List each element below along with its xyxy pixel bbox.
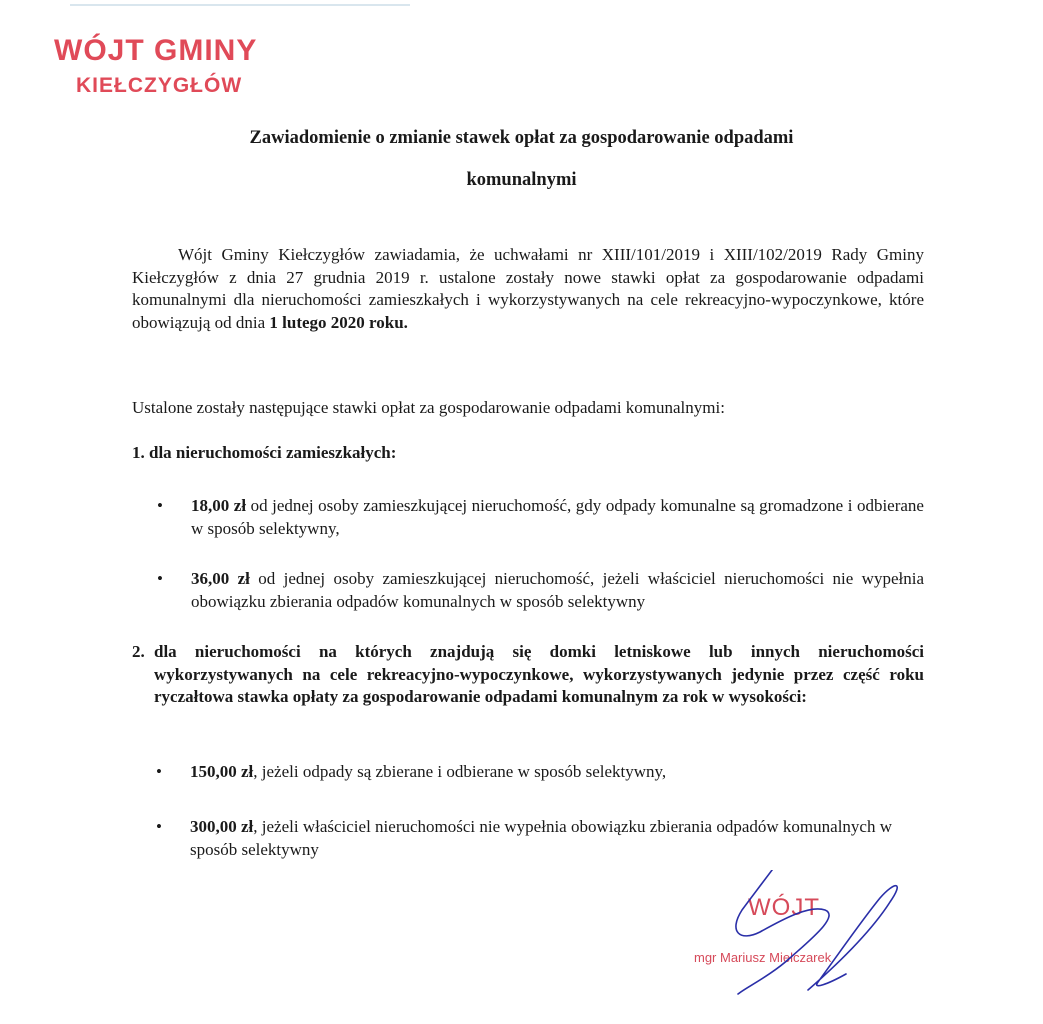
rate-item <box>157 495 924 540</box>
intro-paragraph <box>132 244 924 334</box>
document-title-line-2: komunalnymi <box>466 170 577 190</box>
bullet-icon: • <box>157 569 163 588</box>
rate-item <box>157 568 924 613</box>
header-stamp <box>54 34 258 97</box>
section-1-number: 1. <box>132 443 145 462</box>
stamp-line-1: WÓJT GMINY <box>54 34 258 67</box>
rate-description: , jeżeli odpady są zbierane i odbierane w sposób selektywny, <box>253 762 667 781</box>
intro-text: Wójt Gminy Kiełczygłów zawiadamia, że uchwałami nr XIII/101/2019 i XIII/102/2019 Rady Gminy Kiełczygłów z dnia 27 grudnia 2019 r. ustalone zostały nowe stawki opłat za gospodarowanie odpadami komunalnymi dla nieruchomości zamieszkałych i wykorzystywanych na cele rekreacyjno-wypoczynkowe, które obowiązują od dnia <box>132 245 924 332</box>
section-2-title: dla nieruchomości na których znajdują się domki letniskowe lub innych nieruchomości wykorzystywanych na cele rekreacyjno-wypoczynkowe, wykorzystywanych jedynie przez część roku ryczałtowa stawka opłaty za gospodarowanie odpadami komunalnym za rok w wysokości: <box>154 642 924 706</box>
handwritten-signature-icon <box>690 870 920 1010</box>
rate-text <box>190 816 912 861</box>
rate-item <box>156 761 924 784</box>
document-title-line-1: Zawiadomienie o zmianie stawek opłat za gospodarowanie odpadami <box>249 128 794 148</box>
effective-date: 1 lutego 2020 roku. <box>269 312 408 332</box>
signature-block <box>690 870 920 1010</box>
section-1-heading <box>132 442 396 465</box>
section-1-title: dla nieruchomości zamieszkałych: <box>149 443 397 462</box>
signature-stamp-name: mgr Mariusz Mielczarek <box>694 950 832 965</box>
rate-item <box>156 816 924 861</box>
stamp-line-2: KIEŁCZYGŁÓW <box>76 74 243 97</box>
rate-amount: 36,00 zł <box>191 569 250 588</box>
section-2-number: 2. <box>132 642 145 661</box>
lead-sentence: Ustalone zostały następujące stawki opłat za gospodarowanie odpadami komunalnymi: <box>132 398 725 417</box>
bullet-icon: • <box>156 762 162 781</box>
rate-amount: 300,00 zł <box>190 817 254 836</box>
rate-description: od jednej osoby zamieszkującej nieruchomość, gdy odpady komunalne są gromadzone i odbierane w sposób selektywny, <box>191 496 924 538</box>
section-2-heading <box>132 641 924 709</box>
rate-amount: 150,00 zł <box>190 762 254 781</box>
signature-stamp-title: WÓJT <box>748 894 820 921</box>
bullet-icon: • <box>157 496 163 515</box>
rate-amount: 18,00 zł <box>191 496 247 515</box>
rate-description: od jednej osoby zamieszkującej nieruchomość, jeżeli właściciel nieruchomości nie wypełnia obowiązku zbierania odpadów komunalnych w sposób selektywny <box>191 569 924 611</box>
scan-edge-line <box>70 4 410 6</box>
bullet-icon: • <box>156 817 162 836</box>
rate-description: , jeżeli właściciel nieruchomości nie wypełnia obowiązku zbierania odpadów komunalnych w sposób selektywny <box>190 817 892 859</box>
